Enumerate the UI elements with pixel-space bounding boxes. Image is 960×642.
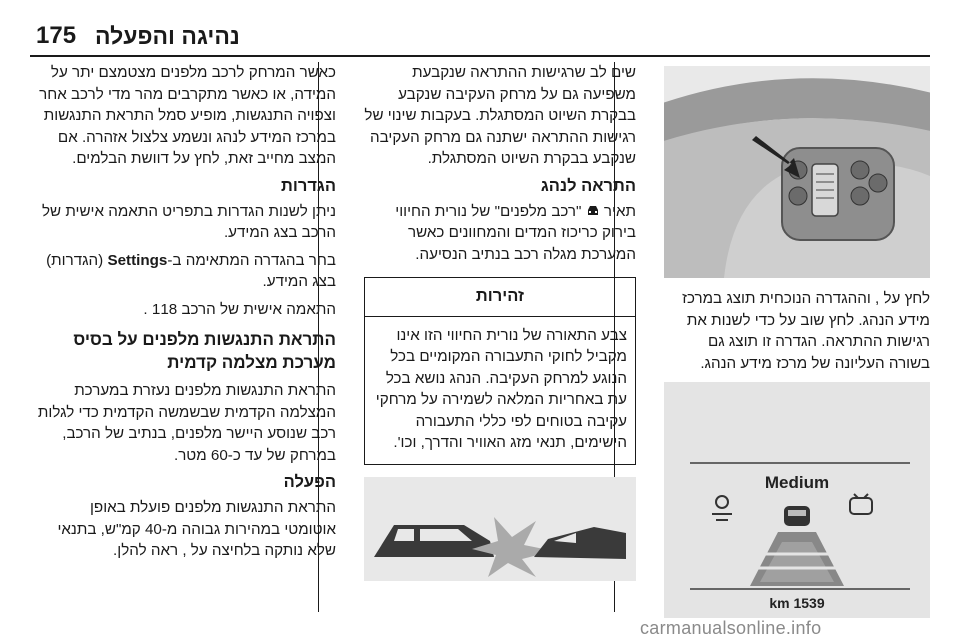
sensitivity-intro-paragraph: שים לב שרגישות ההתראה שנקבעת משפיעה גם על מרחק העקיבה שנקבע בבקרת השיוט המסתגלת. בעקבות שינוי של רגישות ההתראה ישתנה גם מרחק העקיבה שנקבע בבקרת השיוט המסתגלת. [364, 64, 636, 167]
activation-paragraph: התראת התנגשות מלפנים פועלת באופן אוטומטי במהירות גבוהה מ-40 קמ"ש, בתנאי שלא נותקה בלחיצה על , ראה להלן. [57, 499, 336, 559]
personalization-reference[interactable]: התאמה אישית של הרכב 118 . [143, 300, 336, 318]
settings-menu-name: Settings [107, 251, 168, 269]
warning-title: זהירות [365, 278, 635, 317]
collision-warning-paragraph: כאשר המרחק לרכב מלפנים מצטמצם יתר על המידה, או כאשר מתקרבים מהר מדי לרכב אחר וצפויה התנגשות, מופיע סמל התראת התנגשות במרכז המידע לנהג ונשמע צלצול אזהרה. אם המצב מחייב זאת, לחץ על דוושת הבלמים. [39, 64, 336, 167]
driver-alert-heading: התראה לנהג [540, 176, 636, 195]
settings-instruction-text: בחר בהגדרה המתאימה ב- [167, 251, 336, 269]
settings-heading: הגדרות [281, 176, 336, 195]
warning-box [364, 277, 636, 465]
steering-wheel-illustration [664, 66, 930, 278]
watermark: carmanualsonline.info [640, 618, 822, 638]
driver-alert-text-start: תאיר [603, 202, 636, 220]
fcw-camera-paragraph: התראת התנגשות מלפנים נעזרת במערכת המצלמה הקדמית שבשמשה הקדמית כדי לגלות רכב שנוסע היישר מלפנים, בנתיב של הרכב, במרחק של עד כ-60 מטר. [37, 382, 336, 464]
driver-info-display-figure [664, 382, 930, 618]
figure-caption: לחץ על , וההגדרה הנוכחית תוצג במרכז מידע הנהג. לחץ שוב על כדי לשנות את רגישות ההתראה. הגדרה זו תוצג גם בשורה העליונה של מרכז מידע הנהג. [682, 290, 930, 372]
activation-heading: הפעלה [283, 473, 336, 491]
chapter-title: נהיגה והפעלה [95, 23, 240, 49]
driver-alert-paragraph [364, 201, 636, 266]
fcw-camera-heading: התראת התנגשות מלפנים על בסיס מערכת מצלמה קדמית [73, 330, 336, 372]
driver-info-display-illustration [664, 382, 930, 618]
collision-illustration [364, 477, 636, 581]
vehicle-ahead-icon [586, 205, 600, 217]
warning-body: צבע התאורה של נורית החיווי הזו אינו מקביל לחוקי התעבורה המקומיים בכל הנוגע למרחק העקיבה. הנהג נושא בכל עת באחריות המלאה לשמירה על מרחקי עקיבה בטוחים לפי כללי התעבורה הישימים, תנאי מזג האוויר והדרך, וכו'. [375, 326, 627, 451]
settings-instruction [36, 250, 336, 293]
settings-instruction-text-end: (הגדרות) בצג המידע. [46, 251, 336, 290]
page-number: 175 [36, 22, 77, 49]
car-collision-illustration [364, 477, 636, 581]
odometer-readout: 1539 km [769, 595, 825, 611]
steering-wheel-figure [664, 66, 930, 278]
column-right [664, 62, 930, 618]
settings-paragraph: ניתן לשנות הגדרות בתפריט התאמה אישית של הרכב בצג המידע. [41, 202, 336, 241]
header-rule [30, 55, 930, 57]
column-left [36, 62, 336, 568]
sensitivity-level-label: Medium [764, 473, 830, 492]
column-middle [364, 62, 636, 581]
driver-alert-text-end: "רכב מלפנים" של נורית החיווי בירוק כריכוז המדים והמחוונים כאשר המערכת מגלה רכב בנתיב הנסיעה. [395, 202, 636, 263]
